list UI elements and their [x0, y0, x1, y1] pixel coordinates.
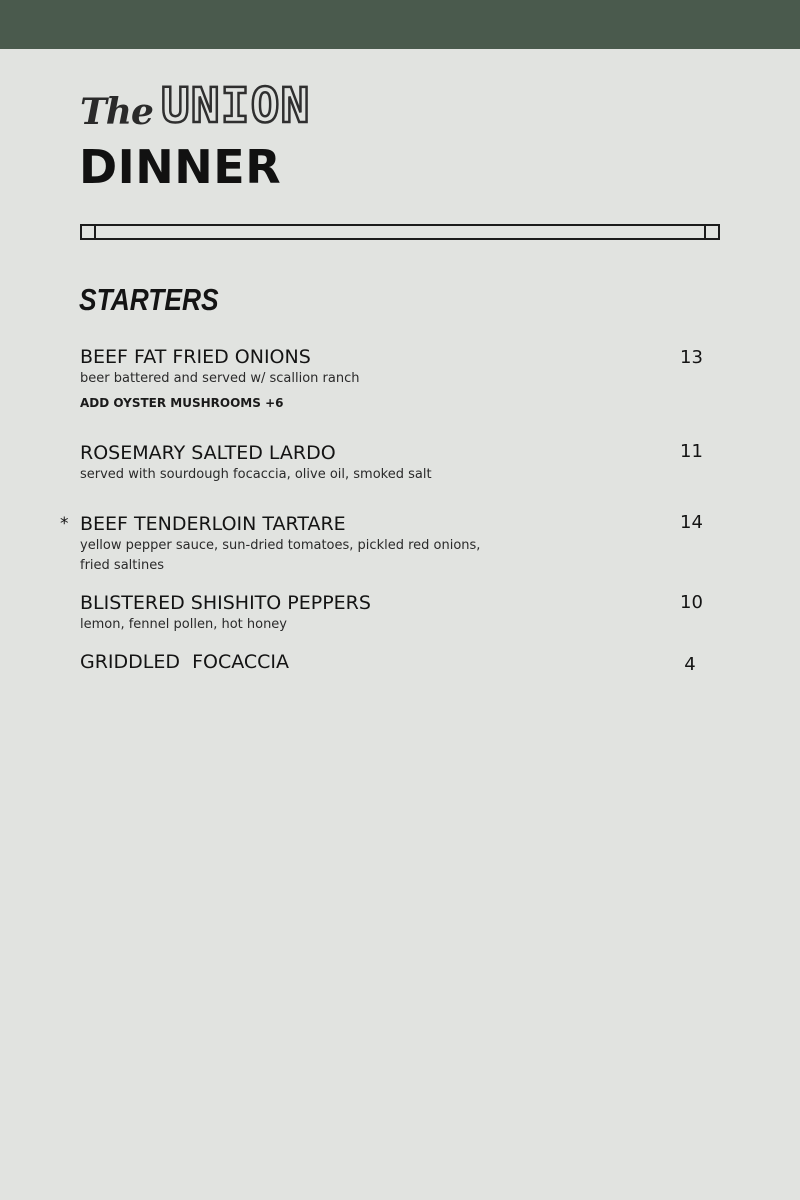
- logo-script-the: The: [80, 91, 153, 133]
- menu-item-description: yellow pepper sauce, sun-dried tomatoes, pickled red onions, fried saltines: [80, 538, 481, 573]
- logo: [80, 80, 310, 132]
- decorative-divider: [80, 224, 720, 240]
- menu-item-price: 11: [680, 441, 703, 462]
- menu-item-addon: ADD OYSTER MUSHROOMS +6: [80, 396, 284, 410]
- menu-item-name: BEEF TENDERLOIN TARTARE: [80, 513, 346, 535]
- menu-item: [80, 650, 720, 674]
- raw-item-marker: *: [60, 514, 69, 534]
- menu-item: [80, 345, 720, 411]
- divider-left-cap: [94, 226, 96, 238]
- menu-item: [60, 512, 720, 576]
- section-title-starters: STARTERS: [79, 282, 219, 317]
- menu-item-price: 13: [680, 347, 703, 368]
- menu-item-description: beer battered and served w/ scallion ranch: [80, 371, 360, 386]
- menu-item-description: lemon, fennel pollen, hot honey: [80, 617, 288, 632]
- menu-item-name: ROSEMARY SALTED LARDO: [80, 442, 336, 464]
- menu-item-name: GRIDDLED FOCACCIA: [80, 651, 290, 673]
- menu-item-name: BEEF FAT FRIED ONIONS: [80, 346, 311, 368]
- logo-wordmark-union: UNION: [160, 78, 311, 134]
- menu-item-description: served with sourdough focaccia, olive oil, smoked salt: [80, 467, 432, 482]
- divider-right-cap: [704, 226, 706, 238]
- menu-item: [80, 441, 720, 485]
- menu-item-price: 4: [684, 654, 696, 675]
- menu-item-price: 14: [680, 512, 703, 533]
- page-title: DINNER: [79, 140, 282, 194]
- menu-item: [80, 591, 720, 635]
- menu-item-price: 10: [680, 592, 703, 613]
- top-bar: [0, 0, 800, 49]
- menu-item-name: BLISTERED SHISHITO PEPPERS: [80, 592, 371, 614]
